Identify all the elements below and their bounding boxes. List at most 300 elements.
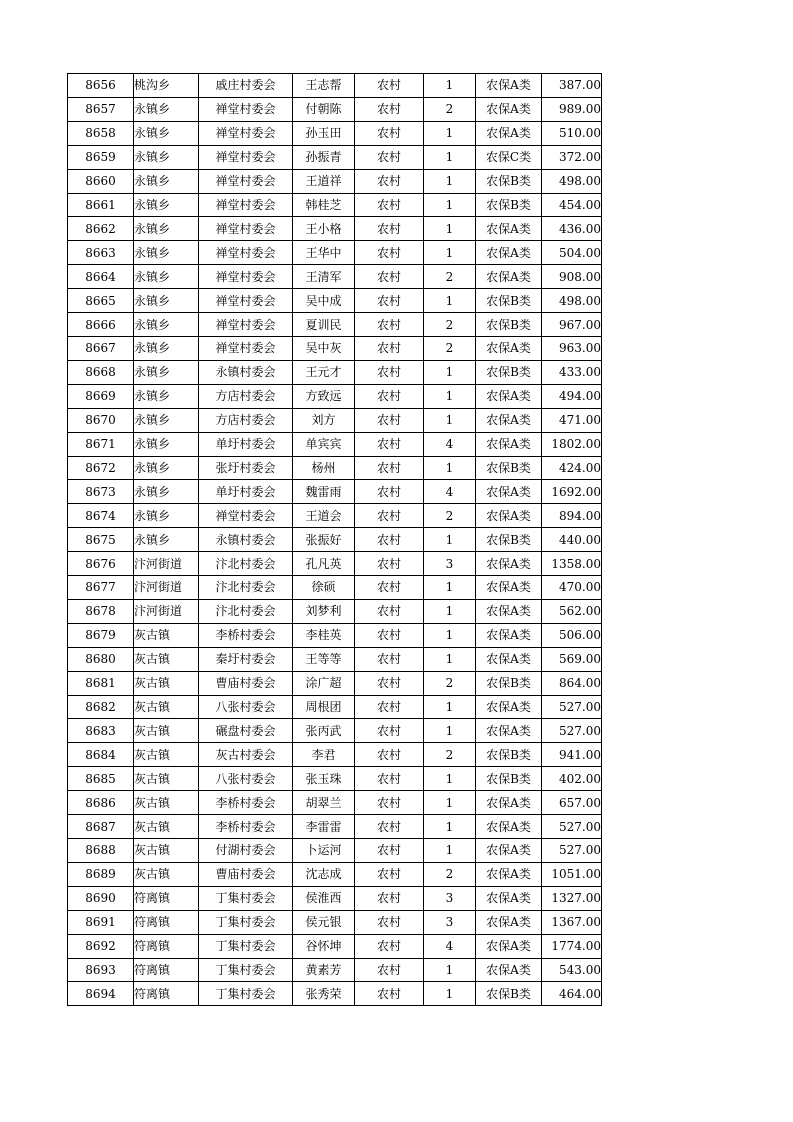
table-row [68,839,602,863]
village-committee-cell: 禅堂村委会 [199,145,293,169]
record-id-cell: 8686 [68,791,134,815]
person-name-cell: 刘方 [293,408,355,432]
record-id-cell: 8690 [68,886,134,910]
record-id-cell: 8679 [68,623,134,647]
village-committee-cell: 禅堂村委会 [199,289,293,313]
town-cell: 符离镇 [134,934,199,958]
member-count-cell: 1 [424,599,476,623]
member-count-cell: 3 [424,886,476,910]
amount-cell: 894.00 [542,504,602,528]
village-committee-cell: 禅堂村委会 [199,313,293,337]
village-committee-cell: 李桥村委会 [199,623,293,647]
household-type-cell: 农村 [355,217,424,241]
amount-cell: 941.00 [542,743,602,767]
member-count-cell: 2 [424,313,476,337]
table-row [68,743,602,767]
household-type-cell: 农村 [355,671,424,695]
person-name-cell: 李桂英 [293,623,355,647]
record-id-cell: 8682 [68,695,134,719]
town-cell: 灰古镇 [134,791,199,815]
household-type-cell: 农村 [355,504,424,528]
person-name-cell: 方致远 [293,384,355,408]
record-id-cell: 8669 [68,384,134,408]
person-name-cell: 孔凡英 [293,552,355,576]
record-id-cell: 8693 [68,958,134,982]
category-cell: 农保A类 [476,886,542,910]
town-cell: 永镇乡 [134,528,199,552]
member-count-cell: 2 [424,504,476,528]
amount-cell: 470.00 [542,576,602,600]
category-cell: 农保A类 [476,336,542,360]
town-cell: 汴河街道 [134,599,199,623]
table-row [68,169,602,193]
town-cell: 灰古镇 [134,695,199,719]
record-id-cell: 8661 [68,193,134,217]
amount-cell: 1051.00 [542,862,602,886]
category-cell: 农保A类 [476,623,542,647]
category-cell: 农保A类 [476,791,542,815]
household-type-cell: 农村 [355,862,424,886]
table-body [68,74,602,1006]
table-row [68,552,602,576]
category-cell: 农保B类 [476,743,542,767]
member-count-cell: 1 [424,839,476,863]
village-committee-cell: 禅堂村委会 [199,97,293,121]
table-row [68,934,602,958]
person-name-cell: 李雷雷 [293,815,355,839]
member-count-cell: 1 [424,169,476,193]
amount-cell: 1327.00 [542,886,602,910]
member-count-cell: 1 [424,121,476,145]
record-id-cell: 8660 [68,169,134,193]
record-id-cell: 8663 [68,241,134,265]
member-count-cell: 1 [424,384,476,408]
member-count-cell: 4 [424,480,476,504]
amount-cell: 963.00 [542,336,602,360]
category-cell: 农保B类 [476,193,542,217]
person-name-cell: 卜运河 [293,839,355,863]
record-id-cell: 8681 [68,671,134,695]
town-cell: 永镇乡 [134,97,199,121]
category-cell: 农保A类 [476,815,542,839]
village-committee-cell: 曹庙村委会 [199,862,293,886]
amount-cell: 471.00 [542,408,602,432]
amount-cell: 527.00 [542,719,602,743]
person-name-cell: 王志帮 [293,74,355,98]
member-count-cell: 2 [424,671,476,695]
category-cell: 农保B类 [476,528,542,552]
household-type-cell: 农村 [355,767,424,791]
village-committee-cell: 单圩村委会 [199,432,293,456]
record-id-cell: 8659 [68,145,134,169]
table-row [68,862,602,886]
village-committee-cell: 禅堂村委会 [199,169,293,193]
category-cell: 农保A类 [476,504,542,528]
household-type-cell: 农村 [355,886,424,910]
person-name-cell: 张秀荣 [293,982,355,1006]
town-cell: 永镇乡 [134,384,199,408]
record-id-cell: 8664 [68,265,134,289]
record-id-cell: 8665 [68,289,134,313]
village-committee-cell: 戚庄村委会 [199,74,293,98]
amount-cell: 424.00 [542,456,602,480]
table-row [68,408,602,432]
household-type-cell: 农村 [355,336,424,360]
category-cell: 农保A类 [476,839,542,863]
category-cell: 农保B类 [476,360,542,384]
town-cell: 汴河街道 [134,552,199,576]
person-name-cell: 王元才 [293,360,355,384]
member-count-cell: 3 [424,910,476,934]
person-name-cell: 刘梦利 [293,599,355,623]
household-type-cell: 农村 [355,265,424,289]
person-name-cell: 吴中灰 [293,336,355,360]
person-name-cell: 王等等 [293,647,355,671]
member-count-cell: 2 [424,862,476,886]
member-count-cell: 1 [424,360,476,384]
household-type-cell: 农村 [355,360,424,384]
village-committee-cell: 丁集村委会 [199,958,293,982]
person-name-cell: 胡翠兰 [293,791,355,815]
town-cell: 灰古镇 [134,862,199,886]
category-cell: 农保A类 [476,480,542,504]
village-committee-cell: 禅堂村委会 [199,265,293,289]
table-row [68,193,602,217]
household-type-cell: 农村 [355,456,424,480]
member-count-cell: 1 [424,623,476,647]
village-committee-cell: 单圩村委会 [199,480,293,504]
household-type-cell: 农村 [355,432,424,456]
table-row [68,504,602,528]
town-cell: 永镇乡 [134,336,199,360]
member-count-cell: 1 [424,289,476,313]
person-name-cell: 沈志成 [293,862,355,886]
village-committee-cell: 丁集村委会 [199,934,293,958]
member-count-cell: 1 [424,695,476,719]
member-count-cell: 2 [424,265,476,289]
record-id-cell: 8677 [68,576,134,600]
town-cell: 桃沟乡 [134,74,199,98]
record-id-cell: 8656 [68,74,134,98]
town-cell: 永镇乡 [134,145,199,169]
amount-cell: 527.00 [542,815,602,839]
category-cell: 农保B类 [476,982,542,1006]
amount-cell: 433.00 [542,360,602,384]
household-type-cell: 农村 [355,528,424,552]
member-count-cell: 1 [424,217,476,241]
category-cell: 农保C类 [476,145,542,169]
table-row [68,528,602,552]
person-name-cell: 徐硕 [293,576,355,600]
table-row [68,97,602,121]
table-row [68,958,602,982]
amount-cell: 498.00 [542,289,602,313]
person-name-cell: 李君 [293,743,355,767]
household-type-cell: 农村 [355,193,424,217]
person-name-cell: 王道会 [293,504,355,528]
household-type-cell: 农村 [355,241,424,265]
household-type-cell: 农村 [355,552,424,576]
table-row [68,576,602,600]
record-id-cell: 8689 [68,862,134,886]
village-committee-cell: 丁集村委会 [199,886,293,910]
table-row [68,360,602,384]
town-cell: 永镇乡 [134,265,199,289]
record-id-cell: 8691 [68,910,134,934]
amount-cell: 498.00 [542,169,602,193]
record-id-cell: 8678 [68,599,134,623]
table-row [68,145,602,169]
household-type-cell: 农村 [355,97,424,121]
amount-cell: 464.00 [542,982,602,1006]
record-id-cell: 8666 [68,313,134,337]
member-count-cell: 1 [424,456,476,480]
amount-cell: 506.00 [542,623,602,647]
member-count-cell: 1 [424,815,476,839]
person-name-cell: 黄素芳 [293,958,355,982]
town-cell: 灰古镇 [134,767,199,791]
category-cell: 农保A类 [476,552,542,576]
category-cell: 农保A类 [476,862,542,886]
household-type-cell: 农村 [355,791,424,815]
village-committee-cell: 永镇村委会 [199,528,293,552]
member-count-cell: 3 [424,552,476,576]
person-name-cell: 付朝陈 [293,97,355,121]
table-row [68,982,602,1006]
table-row [68,384,602,408]
household-type-cell: 农村 [355,647,424,671]
table-row [68,289,602,313]
category-cell: 农保A类 [476,74,542,98]
town-cell: 灰古镇 [134,719,199,743]
village-committee-cell: 灰古村委会 [199,743,293,767]
household-type-cell: 农村 [355,719,424,743]
town-cell: 灰古镇 [134,839,199,863]
village-committee-cell: 李桥村委会 [199,815,293,839]
amount-cell: 569.00 [542,647,602,671]
table-row [68,719,602,743]
category-cell: 农保A类 [476,408,542,432]
member-count-cell: 1 [424,791,476,815]
record-id-cell: 8674 [68,504,134,528]
village-committee-cell: 汴北村委会 [199,599,293,623]
village-committee-cell: 永镇村委会 [199,360,293,384]
household-type-cell: 农村 [355,169,424,193]
record-id-cell: 8684 [68,743,134,767]
table-row [68,886,602,910]
town-cell: 符离镇 [134,910,199,934]
village-committee-cell: 禅堂村委会 [199,504,293,528]
member-count-cell: 1 [424,958,476,982]
village-committee-cell: 张圩村委会 [199,456,293,480]
household-type-cell: 农村 [355,313,424,337]
town-cell: 永镇乡 [134,432,199,456]
category-cell: 农保A类 [476,97,542,121]
category-cell: 农保A类 [476,695,542,719]
category-cell: 农保A类 [476,384,542,408]
household-type-cell: 农村 [355,289,424,313]
person-name-cell: 周根团 [293,695,355,719]
household-type-cell: 农村 [355,839,424,863]
person-name-cell: 魏雷雨 [293,480,355,504]
amount-cell: 440.00 [542,528,602,552]
record-id-cell: 8671 [68,432,134,456]
village-committee-cell: 汴北村委会 [199,576,293,600]
amount-cell: 494.00 [542,384,602,408]
amount-cell: 454.00 [542,193,602,217]
town-cell: 灰古镇 [134,623,199,647]
household-type-cell: 农村 [355,958,424,982]
member-count-cell: 4 [424,934,476,958]
town-cell: 灰古镇 [134,743,199,767]
record-id-cell: 8658 [68,121,134,145]
member-count-cell: 1 [424,719,476,743]
town-cell: 符离镇 [134,982,199,1006]
village-committee-cell: 八张村委会 [199,695,293,719]
amount-cell: 504.00 [542,241,602,265]
record-id-cell: 8672 [68,456,134,480]
person-name-cell: 张玉珠 [293,767,355,791]
table-row [68,791,602,815]
table-row [68,456,602,480]
amount-cell: 989.00 [542,97,602,121]
table-row [68,121,602,145]
amount-cell: 372.00 [542,145,602,169]
town-cell: 永镇乡 [134,217,199,241]
village-committee-cell: 禅堂村委会 [199,193,293,217]
person-name-cell: 张丙武 [293,719,355,743]
table-row [68,671,602,695]
person-name-cell: 侯淮西 [293,886,355,910]
person-name-cell: 王道祥 [293,169,355,193]
records-table [67,73,602,1006]
table-row [68,647,602,671]
town-cell: 灰古镇 [134,815,199,839]
category-cell: 农保A类 [476,719,542,743]
household-type-cell: 农村 [355,480,424,504]
table-row [68,767,602,791]
table-row [68,432,602,456]
village-committee-cell: 方店村委会 [199,408,293,432]
category-cell: 农保A类 [476,217,542,241]
household-type-cell: 农村 [355,743,424,767]
table-row [68,695,602,719]
record-id-cell: 8680 [68,647,134,671]
record-id-cell: 8668 [68,360,134,384]
village-committee-cell: 禅堂村委会 [199,121,293,145]
person-name-cell: 王小格 [293,217,355,241]
household-type-cell: 农村 [355,384,424,408]
table-row [68,599,602,623]
person-name-cell: 谷怀坤 [293,934,355,958]
member-count-cell: 1 [424,982,476,1006]
record-id-cell: 8683 [68,719,134,743]
amount-cell: 527.00 [542,695,602,719]
record-id-cell: 8670 [68,408,134,432]
town-cell: 永镇乡 [134,289,199,313]
town-cell: 灰古镇 [134,671,199,695]
category-cell: 农保B类 [476,671,542,695]
record-id-cell: 8687 [68,815,134,839]
village-committee-cell: 禅堂村委会 [199,336,293,360]
member-count-cell: 2 [424,336,476,360]
table-row [68,217,602,241]
amount-cell: 402.00 [542,767,602,791]
record-id-cell: 8692 [68,934,134,958]
member-count-cell: 2 [424,97,476,121]
category-cell: 农保A类 [476,647,542,671]
record-id-cell: 8688 [68,839,134,863]
category-cell: 农保A类 [476,958,542,982]
village-committee-cell: 丁集村委会 [199,982,293,1006]
category-cell: 农保A类 [476,121,542,145]
member-count-cell: 2 [424,743,476,767]
category-cell: 农保A类 [476,599,542,623]
category-cell: 农保B类 [476,289,542,313]
category-cell: 农保A类 [476,910,542,934]
village-committee-cell: 秦圩村委会 [199,647,293,671]
member-count-cell: 1 [424,767,476,791]
table-row [68,74,602,98]
town-cell: 永镇乡 [134,504,199,528]
amount-cell: 657.00 [542,791,602,815]
village-committee-cell: 禅堂村委会 [199,241,293,265]
town-cell: 永镇乡 [134,456,199,480]
household-type-cell: 农村 [355,623,424,647]
household-type-cell: 农村 [355,576,424,600]
category-cell: 农保B类 [476,767,542,791]
person-name-cell: 孙玉田 [293,121,355,145]
amount-cell: 527.00 [542,839,602,863]
record-id-cell: 8657 [68,97,134,121]
household-type-cell: 农村 [355,121,424,145]
amount-cell: 967.00 [542,313,602,337]
record-id-cell: 8676 [68,552,134,576]
town-cell: 永镇乡 [134,408,199,432]
amount-cell: 908.00 [542,265,602,289]
member-count-cell: 1 [424,408,476,432]
person-name-cell: 王华中 [293,241,355,265]
town-cell: 永镇乡 [134,169,199,193]
table-row [68,623,602,647]
amount-cell: 1358.00 [542,552,602,576]
amount-cell: 864.00 [542,671,602,695]
town-cell: 永镇乡 [134,313,199,337]
town-cell: 永镇乡 [134,360,199,384]
amount-cell: 436.00 [542,217,602,241]
member-count-cell: 4 [424,432,476,456]
table-row [68,313,602,337]
table-row [68,336,602,360]
table-row [68,241,602,265]
village-committee-cell: 汴北村委会 [199,552,293,576]
table-row [68,815,602,839]
category-cell: 农保B类 [476,313,542,337]
amount-cell: 543.00 [542,958,602,982]
table-row [68,265,602,289]
record-id-cell: 8675 [68,528,134,552]
person-name-cell: 侯元银 [293,910,355,934]
member-count-cell: 1 [424,241,476,265]
town-cell: 灰古镇 [134,647,199,671]
village-committee-cell: 李桥村委会 [199,791,293,815]
town-cell: 符离镇 [134,886,199,910]
person-name-cell: 单宾宾 [293,432,355,456]
household-type-cell: 农村 [355,910,424,934]
household-type-cell: 农村 [355,934,424,958]
member-count-cell: 1 [424,576,476,600]
household-type-cell: 农村 [355,982,424,1006]
